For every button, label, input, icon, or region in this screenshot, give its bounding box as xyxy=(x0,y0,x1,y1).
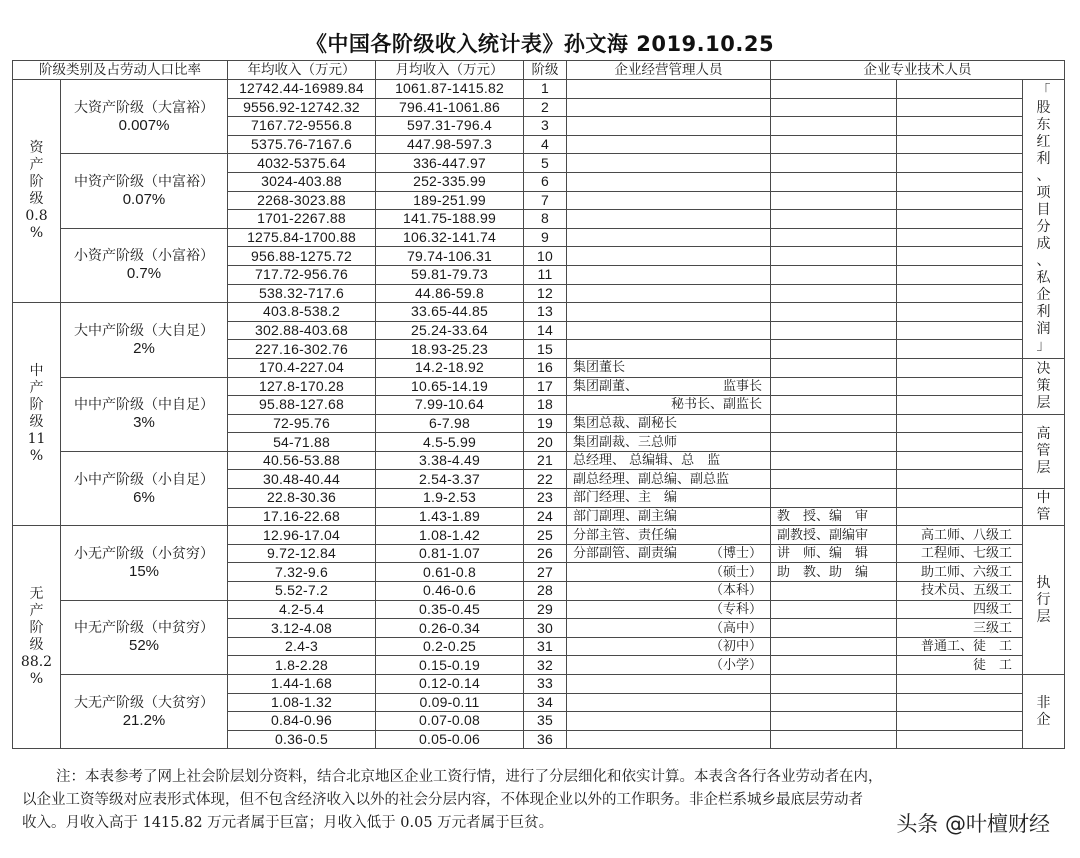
technical-title-2 xyxy=(897,98,1023,117)
technical-title-1 xyxy=(771,265,897,284)
annual-income: 22.8-30.36 xyxy=(228,489,376,508)
technical-title-2 xyxy=(897,377,1023,396)
technical-title-1 xyxy=(771,637,897,656)
technical-title-2 xyxy=(897,340,1023,359)
monthly-income: 1.08-1.42 xyxy=(376,526,524,545)
technical-title-2: 助工师、六级工 xyxy=(897,563,1023,582)
technical-title-2 xyxy=(897,321,1023,340)
technical-title-1 xyxy=(771,396,897,415)
group-cell xyxy=(61,228,228,302)
annual-income: 1.8-2.28 xyxy=(228,656,376,675)
technical-title-2 xyxy=(897,247,1023,266)
annual-income: 127.8-170.28 xyxy=(228,377,376,396)
header-category: 阶级类别及占劳动人口比率 xyxy=(13,61,228,80)
technical-title-1: 助 教、助 编 xyxy=(771,563,897,582)
remark-cell: 决 策 层 xyxy=(1023,358,1065,414)
technical-title-1 xyxy=(771,172,897,191)
technical-title-2 xyxy=(897,507,1023,526)
level-number: 5 xyxy=(524,154,567,173)
management-title-right: 秘书长、副监长 xyxy=(670,397,762,413)
management-cell xyxy=(567,489,771,508)
group-cell xyxy=(61,451,228,525)
level-number: 26 xyxy=(524,544,567,563)
technical-title-2 xyxy=(897,210,1023,229)
annual-income: 2268-3023.88 xyxy=(228,191,376,210)
monthly-income: 33.65-44.85 xyxy=(376,303,524,322)
remark-cell: 中 管 xyxy=(1023,489,1065,526)
header-annual: 年均收入（万元） xyxy=(228,61,376,80)
table-row xyxy=(13,154,1065,173)
monthly-income: 2.54-3.37 xyxy=(376,470,524,489)
management-cell xyxy=(567,656,771,675)
technical-title-2 xyxy=(897,489,1023,508)
management-title: 集团董长 xyxy=(573,360,626,376)
management-title: 集团总裁、副秘长 xyxy=(573,415,678,431)
technical-title-2 xyxy=(897,117,1023,136)
monthly-income: 0.81-1.07 xyxy=(376,544,524,563)
monthly-income: 796.41-1061.86 xyxy=(376,98,524,117)
monthly-income: 141.75-188.99 xyxy=(376,210,524,229)
management-cell xyxy=(567,675,771,694)
monthly-income: 6-7.98 xyxy=(376,414,524,433)
annual-income: 40.56-53.88 xyxy=(228,451,376,470)
annual-income: 227.16-302.76 xyxy=(228,340,376,359)
technical-title-2 xyxy=(897,675,1023,694)
group-cell xyxy=(61,377,228,451)
monthly-income: 0.35-0.45 xyxy=(376,600,524,619)
management-cell xyxy=(567,303,771,322)
level-number: 35 xyxy=(524,712,567,731)
level-number: 15 xyxy=(524,340,567,359)
technical-title-1 xyxy=(771,377,897,396)
technical-title-1 xyxy=(771,284,897,303)
annual-income: 4.2-5.4 xyxy=(228,600,376,619)
technical-title-2 xyxy=(897,265,1023,284)
technical-title-1 xyxy=(771,228,897,247)
technical-title-1 xyxy=(771,210,897,229)
management-cell xyxy=(567,414,771,433)
group-cell xyxy=(61,600,228,674)
monthly-income: 0.26-0.34 xyxy=(376,619,524,638)
monthly-income: 447.98-597.3 xyxy=(376,135,524,154)
technical-title-2 xyxy=(897,470,1023,489)
technical-title-2 xyxy=(897,433,1023,452)
technical-title-2: 四级工 xyxy=(897,600,1023,619)
annual-income: 717.72-956.76 xyxy=(228,265,376,284)
level-number: 17 xyxy=(524,377,567,396)
annual-income: 956.88-1275.72 xyxy=(228,247,376,266)
annual-income: 2.4-3 xyxy=(228,637,376,656)
watermark: 头条 @叶檀财经 xyxy=(896,808,1050,838)
management-title-right: （硕士） xyxy=(709,564,762,580)
monthly-income: 189-251.99 xyxy=(376,191,524,210)
group-pct: 6% xyxy=(133,488,155,506)
monthly-income: 4.5-5.99 xyxy=(376,433,524,452)
management-cell xyxy=(567,600,771,619)
annual-income: 3024-403.88 xyxy=(228,172,376,191)
level-number: 11 xyxy=(524,265,567,284)
annual-income: 12.96-17.04 xyxy=(228,526,376,545)
management-cell xyxy=(567,358,771,377)
monthly-income: 1061.87-1415.82 xyxy=(376,80,524,99)
management-cell xyxy=(567,507,771,526)
management-cell xyxy=(567,321,771,340)
management-cell xyxy=(567,172,771,191)
level-number: 21 xyxy=(524,451,567,470)
category-cell: 中 产 阶 级 11 % xyxy=(13,303,61,526)
management-cell xyxy=(567,247,771,266)
technical-title-2 xyxy=(897,693,1023,712)
technical-title-1 xyxy=(771,600,897,619)
annual-income: 12742.44-16989.84 xyxy=(228,80,376,99)
technical-title-1 xyxy=(771,117,897,136)
annual-income: 302.88-403.68 xyxy=(228,321,376,340)
group-name: 大无产阶级（大贫穷） xyxy=(74,694,214,711)
management-title-right: （初中） xyxy=(709,639,762,655)
technical-title-1 xyxy=(771,80,897,99)
monthly-income: 59.81-79.73 xyxy=(376,265,524,284)
monthly-income: 0.05-0.06 xyxy=(376,730,524,749)
group-name: 大中产阶级（大自足） xyxy=(74,322,214,339)
management-title-right: （小学） xyxy=(709,657,762,673)
level-number: 32 xyxy=(524,656,567,675)
technical-title-2 xyxy=(897,191,1023,210)
technical-title-2: 高工师、八级工 xyxy=(897,526,1023,545)
annual-income: 1701-2267.88 xyxy=(228,210,376,229)
income-table xyxy=(12,60,1065,749)
table-row xyxy=(13,80,1065,99)
level-number: 20 xyxy=(524,433,567,452)
level-number: 6 xyxy=(524,172,567,191)
level-number: 2 xyxy=(524,98,567,117)
monthly-income: 0.61-0.8 xyxy=(376,563,524,582)
technical-title-2 xyxy=(897,396,1023,415)
annual-income: 54-71.88 xyxy=(228,433,376,452)
management-cell xyxy=(567,637,771,656)
table-row xyxy=(13,600,1065,619)
technical-title-1 xyxy=(771,470,897,489)
annual-income: 3.12-4.08 xyxy=(228,619,376,638)
management-title: 部门经理、主 编 xyxy=(573,490,678,506)
technical-title-1 xyxy=(771,451,897,470)
table-row xyxy=(13,526,1065,545)
management-title: 分部主管、责任编 xyxy=(573,527,678,543)
annual-income: 72-95.76 xyxy=(228,414,376,433)
technical-title-1 xyxy=(771,98,897,117)
management-title: 副总经理、副总编、副总监 xyxy=(573,471,730,487)
header-management: 企业经营管理人员 xyxy=(567,61,771,80)
group-cell xyxy=(61,303,228,377)
level-number: 23 xyxy=(524,489,567,508)
table-row xyxy=(13,377,1065,396)
page-title: 《中国各阶级收入统计表》孙文海 2019.10.25 xyxy=(305,32,775,56)
monthly-income: 14.2-18.92 xyxy=(376,358,524,377)
technical-title-1 xyxy=(771,712,897,731)
group-name: 中资产阶级（中富裕） xyxy=(74,174,214,191)
monthly-income: 10.65-14.19 xyxy=(376,377,524,396)
management-title-right: （博士） xyxy=(709,546,762,562)
technical-title-1 xyxy=(771,414,897,433)
management-cell xyxy=(567,340,771,359)
monthly-income: 0.15-0.19 xyxy=(376,656,524,675)
annual-income: 7167.72-9556.8 xyxy=(228,117,376,136)
technical-title-1 xyxy=(771,154,897,173)
level-number: 31 xyxy=(524,637,567,656)
level-number: 3 xyxy=(524,117,567,136)
management-cell xyxy=(567,730,771,749)
monthly-income: 1.43-1.89 xyxy=(376,507,524,526)
technical-title-1 xyxy=(771,321,897,340)
management-title: 部门副理、副主编 xyxy=(573,508,678,524)
technical-title-2 xyxy=(897,730,1023,749)
technical-title-1: 副教授、副编审 xyxy=(771,526,897,545)
category-cell: 无 产 阶 级 88.2 % xyxy=(13,526,61,749)
technical-title-1 xyxy=(771,247,897,266)
monthly-income: 44.86-59.8 xyxy=(376,284,524,303)
remark-cell: 非 企 xyxy=(1023,675,1065,749)
technical-title-2 xyxy=(897,284,1023,303)
annual-income: 4032-5375.64 xyxy=(228,154,376,173)
technical-title-1 xyxy=(771,303,897,322)
management-cell xyxy=(567,117,771,136)
footnote-line-1: 注：本表参考了网上社会阶层划分资料，结合北京地区企业工资行情，进行了分层细化和依实计算。本表含各行各业劳动者在内， xyxy=(56,769,883,785)
monthly-income: 336-447.97 xyxy=(376,154,524,173)
monthly-income: 597.31-796.4 xyxy=(376,117,524,136)
level-number: 18 xyxy=(524,396,567,415)
level-number: 12 xyxy=(524,284,567,303)
group-name: 小无产阶级（小贫穷） xyxy=(74,545,214,562)
group-pct: 2% xyxy=(133,339,155,357)
technical-title-1 xyxy=(771,730,897,749)
technical-title-1 xyxy=(771,619,897,638)
remark-cell: 高 管 层 xyxy=(1023,414,1065,488)
group-name: 大资产阶级（大富裕） xyxy=(74,99,214,116)
technical-title-1 xyxy=(771,675,897,694)
technical-title-1 xyxy=(771,191,897,210)
category-cell: 资 产 阶 级 0.8 % xyxy=(13,80,61,303)
annual-income: 5375.76-7167.6 xyxy=(228,135,376,154)
monthly-income: 7.99-10.64 xyxy=(376,396,524,415)
management-cell xyxy=(567,526,771,545)
footnote-line-3: 收入。月收入高于 1415.82 万元者属于巨富；月收入低于 0.05 万元者属于巨贫。 xyxy=(22,815,554,831)
management-cell xyxy=(567,80,771,99)
technical-title-2 xyxy=(897,303,1023,322)
annual-income: 170.4-227.04 xyxy=(228,358,376,377)
management-cell xyxy=(567,451,771,470)
management-cell xyxy=(567,191,771,210)
level-number: 33 xyxy=(524,675,567,694)
technical-title-1 xyxy=(771,693,897,712)
monthly-income: 1.9-2.53 xyxy=(376,489,524,508)
level-number: 25 xyxy=(524,526,567,545)
level-number: 29 xyxy=(524,600,567,619)
technical-title-2 xyxy=(897,358,1023,377)
management-title-right: 监事长 xyxy=(722,378,762,394)
annual-income: 95.88-127.68 xyxy=(228,396,376,415)
technical-title-2 xyxy=(897,154,1023,173)
level-number: 24 xyxy=(524,507,567,526)
remark-cell: 执 行 层 xyxy=(1023,526,1065,675)
technical-title-2 xyxy=(897,228,1023,247)
level-number: 19 xyxy=(524,414,567,433)
remark-cell: 「 股 东 红 利 、 项 目 分 成 、 私 企 利 润 」 xyxy=(1023,80,1065,359)
monthly-income: 25.24-33.64 xyxy=(376,321,524,340)
group-cell xyxy=(61,675,228,749)
group-pct: 0.07% xyxy=(122,191,166,209)
technical-title-2: 徒 工 xyxy=(897,656,1023,675)
management-cell xyxy=(567,619,771,638)
table-row xyxy=(13,228,1065,247)
monthly-income: 79.74-106.31 xyxy=(376,247,524,266)
group-pct: 15% xyxy=(128,562,160,580)
technical-title-1 xyxy=(771,489,897,508)
monthly-income: 18.93-25.23 xyxy=(376,340,524,359)
level-number: 10 xyxy=(524,247,567,266)
header-monthly: 月均收入（万元） xyxy=(376,61,524,80)
management-cell xyxy=(567,712,771,731)
annual-income: 1.44-1.68 xyxy=(228,675,376,694)
annual-income: 0.36-0.5 xyxy=(228,730,376,749)
table-row xyxy=(13,303,1065,322)
group-pct: 0.7% xyxy=(126,265,162,283)
management-cell xyxy=(567,563,771,582)
group-cell xyxy=(61,526,228,600)
level-number: 8 xyxy=(524,210,567,229)
management-cell xyxy=(567,582,771,601)
group-cell xyxy=(61,80,228,154)
header-technical: 企业专业技术人员 xyxy=(771,61,1065,80)
technical-title-2: 普通工、徒 工 xyxy=(897,637,1023,656)
technical-title-1 xyxy=(771,340,897,359)
management-title: 集团副董、 xyxy=(573,378,639,394)
level-number: 28 xyxy=(524,582,567,601)
monthly-income: 0.09-0.11 xyxy=(376,693,524,712)
technical-title-2: 技术员、五级工 xyxy=(897,582,1023,601)
management-title: 总经理、 总编辑、总 监 xyxy=(573,453,721,469)
management-cell xyxy=(567,693,771,712)
management-title: 分部副管、副责编 xyxy=(573,546,678,562)
technical-title-2 xyxy=(897,172,1023,191)
annual-income: 1.08-1.32 xyxy=(228,693,376,712)
annual-income: 9556.92-12742.32 xyxy=(228,98,376,117)
footnote-line-2: 以企业工资等级对应表形式体现，但不包含经济收入以外的社会分层内容，不体现企业以外的工作职务。非企栏系城乡最底层劳动者 xyxy=(22,792,863,808)
management-cell xyxy=(567,396,771,415)
group-name: 小中产阶级（小自足） xyxy=(74,471,214,488)
annual-income: 7.32-9.6 xyxy=(228,563,376,582)
technical-title-1: 教 授、编 审 xyxy=(771,507,897,526)
monthly-income: 0.46-0.6 xyxy=(376,582,524,601)
management-cell xyxy=(567,433,771,452)
table-row xyxy=(13,675,1065,694)
technical-title-1 xyxy=(771,656,897,675)
management-cell xyxy=(567,98,771,117)
management-cell xyxy=(567,544,771,563)
table-row xyxy=(13,451,1065,470)
management-title-right: （专科） xyxy=(709,601,762,617)
technical-title-2: 三级工 xyxy=(897,619,1023,638)
level-number: 1 xyxy=(524,80,567,99)
group-pct: 0.007% xyxy=(118,116,170,134)
level-number: 7 xyxy=(524,191,567,210)
management-title: 集团副裁、三总师 xyxy=(573,434,678,450)
monthly-income: 3.38-4.49 xyxy=(376,451,524,470)
management-cell xyxy=(567,210,771,229)
level-number: 34 xyxy=(524,693,567,712)
level-number: 9 xyxy=(524,228,567,247)
annual-income: 5.52-7.2 xyxy=(228,582,376,601)
level-number: 36 xyxy=(524,730,567,749)
monthly-income: 0.2-0.25 xyxy=(376,637,524,656)
technical-title-1: 讲 师、编 辑 xyxy=(771,544,897,563)
technical-title-1 xyxy=(771,582,897,601)
level-number: 16 xyxy=(524,358,567,377)
technical-title-1 xyxy=(771,433,897,452)
level-number: 4 xyxy=(524,135,567,154)
annual-income: 0.84-0.96 xyxy=(228,712,376,731)
group-pct: 21.2% xyxy=(122,711,166,729)
group-name: 中中产阶级（中自足） xyxy=(74,397,214,414)
management-title-right: （本科） xyxy=(709,583,762,599)
monthly-income: 252-335.99 xyxy=(376,172,524,191)
group-name: 中无产阶级（中贫穷） xyxy=(74,620,214,637)
technical-title-2 xyxy=(897,451,1023,470)
level-number: 30 xyxy=(524,619,567,638)
management-cell xyxy=(567,228,771,247)
technical-title-2 xyxy=(897,414,1023,433)
monthly-income: 0.07-0.08 xyxy=(376,712,524,731)
level-number: 27 xyxy=(524,563,567,582)
annual-income: 30.48-40.44 xyxy=(228,470,376,489)
level-number: 14 xyxy=(524,321,567,340)
monthly-income: 0.12-0.14 xyxy=(376,675,524,694)
annual-income: 538.32-717.6 xyxy=(228,284,376,303)
annual-income: 403.8-538.2 xyxy=(228,303,376,322)
group-cell xyxy=(61,154,228,228)
technical-title-2 xyxy=(897,80,1023,99)
technical-title-2: 工程师、七级工 xyxy=(897,544,1023,563)
management-cell xyxy=(567,135,771,154)
technical-title-2 xyxy=(897,712,1023,731)
management-cell xyxy=(567,154,771,173)
technical-title-2 xyxy=(897,135,1023,154)
technical-title-1 xyxy=(771,358,897,377)
monthly-income: 106.32-141.74 xyxy=(376,228,524,247)
level-number: 22 xyxy=(524,470,567,489)
group-pct: 3% xyxy=(133,414,155,432)
management-title-right: （高中） xyxy=(709,620,762,636)
management-cell xyxy=(567,284,771,303)
group-pct: 52% xyxy=(128,637,160,655)
annual-income: 17.16-22.68 xyxy=(228,507,376,526)
annual-income: 9.72-12.84 xyxy=(228,544,376,563)
header-row xyxy=(13,61,1065,80)
management-cell xyxy=(567,470,771,489)
management-cell xyxy=(567,265,771,284)
header-level: 阶级 xyxy=(524,61,567,80)
annual-income: 1275.84-1700.88 xyxy=(228,228,376,247)
management-cell xyxy=(567,377,771,396)
group-name: 小资产阶级（小富裕） xyxy=(74,248,214,265)
technical-title-1 xyxy=(771,135,897,154)
level-number: 13 xyxy=(524,303,567,322)
